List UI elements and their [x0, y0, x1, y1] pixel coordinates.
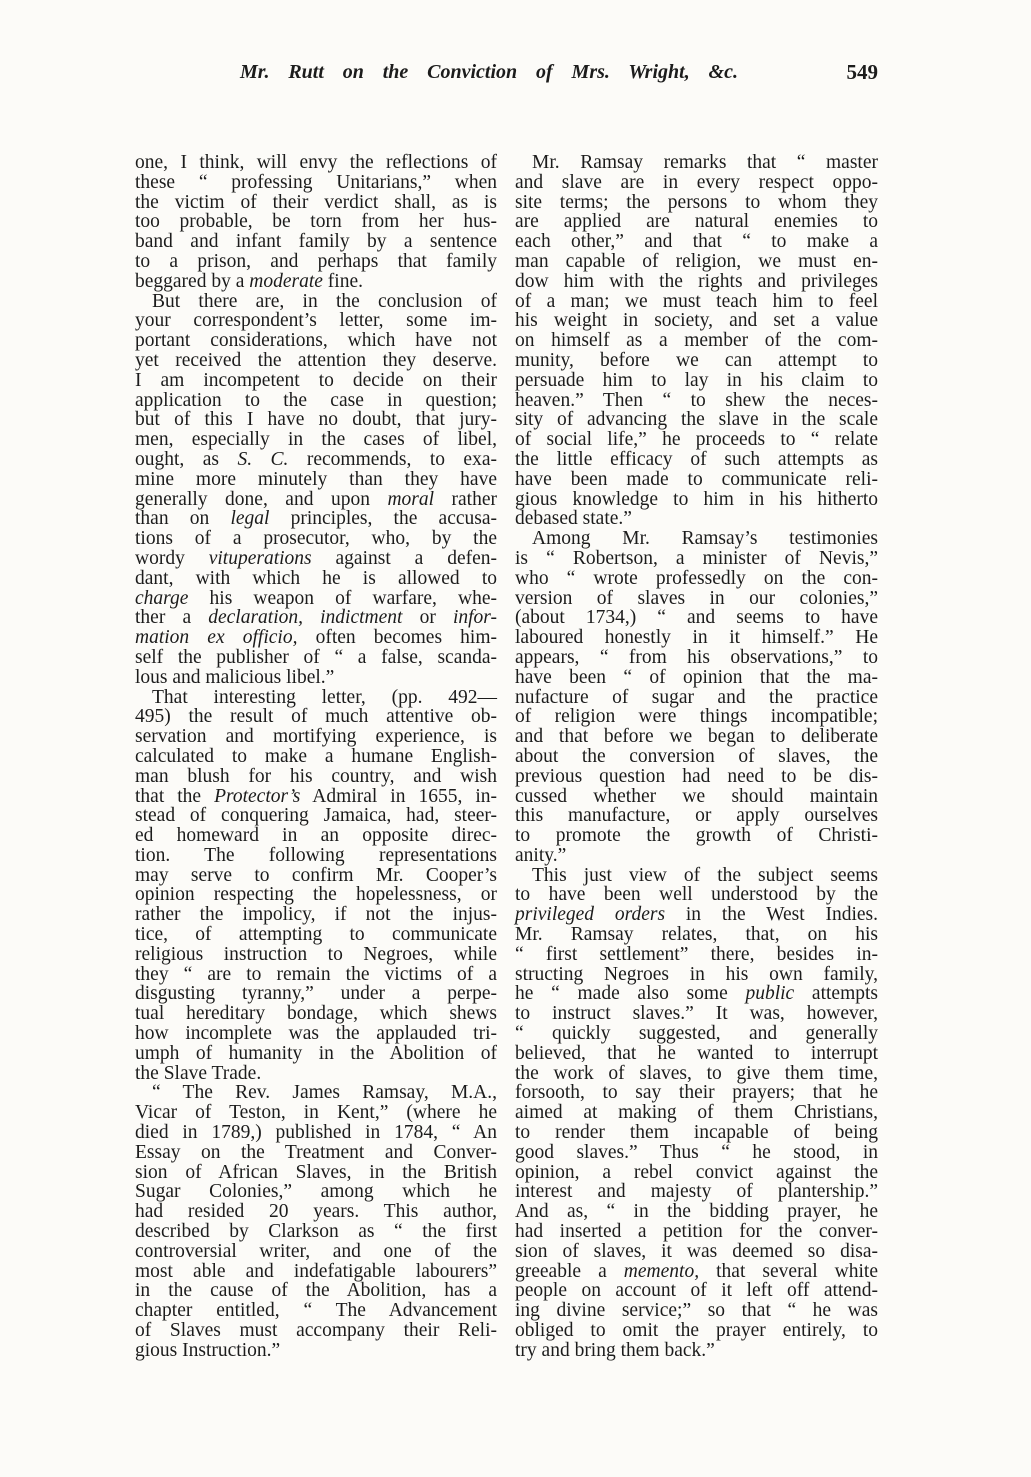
text-run: cussed whether we should maintain [515, 785, 878, 807]
text-run: tual hereditary bondage, which shews [135, 1003, 497, 1025]
text-line [515, 430, 878, 450]
text-line [515, 925, 878, 945]
text-run: to a prison, and perhaps that family [135, 250, 497, 272]
text-line [515, 1103, 878, 1123]
text-run: gious Instruction.” [135, 1339, 281, 1361]
text-run: of Slaves must accompany their Reli- [135, 1320, 497, 1342]
text-run: he “ made also some [515, 983, 746, 1005]
text-run: I am incompetent to decide on their [135, 369, 497, 391]
text-run: of a man; we must teach him to feel [515, 290, 878, 312]
text-line [515, 1083, 878, 1103]
text-run: appears, “ from his observations,” to [515, 646, 878, 668]
text-line [515, 331, 878, 351]
text-run: generally done, and upon [135, 488, 388, 510]
text-line [135, 1103, 497, 1123]
text-run: Among Mr. Ramsay’s testimonies [532, 528, 878, 550]
text-run: beggared by a [135, 270, 250, 292]
text-line [515, 747, 878, 767]
italic-text: Protector’s [214, 785, 301, 807]
text-line [135, 1123, 497, 1143]
text-run: fine. [322, 270, 363, 292]
text-run: Essay on the Treatment and Conver- [135, 1141, 497, 1163]
text-run: controversial writer, and one of the [135, 1240, 497, 1262]
text-run: to have been well understood by the [515, 884, 878, 906]
text-line [135, 806, 497, 826]
text-run: or [402, 607, 453, 629]
running-title: Mr. Rutt on the Conviction of Mrs. Wright, &c. [240, 61, 738, 83]
text-line [515, 153, 878, 173]
text-line [135, 292, 497, 312]
text-run: gious knowledge to him in his hitherto [515, 488, 878, 510]
text-run: umph of humanity in the Abolition of [135, 1042, 497, 1064]
text-run: munity, before we can attempt to [515, 349, 878, 371]
italic-text: mation ex officio, [135, 627, 298, 649]
text-line [135, 391, 497, 411]
text-line [515, 450, 878, 470]
text-run: version of slaves in our colonies,” [515, 587, 878, 609]
text-line [135, 549, 497, 569]
text-run: opinion, a rebel convict against the [515, 1161, 878, 1183]
text-run: tions of a prosecutor, who, by the [135, 528, 497, 550]
running-header [135, 58, 878, 86]
text-run: had inserted a petition for the conver- [515, 1221, 878, 1243]
text-line [515, 1024, 878, 1044]
text-run: about the conversion of slaves, the [515, 745, 878, 767]
text-line [135, 1202, 497, 1222]
text-run: recommends, to exa- [288, 448, 497, 470]
text-line [515, 866, 878, 886]
text-line [515, 1262, 878, 1282]
text-run: man blush for his country, and wish [135, 765, 497, 787]
text-line [515, 292, 878, 312]
text-line [135, 648, 497, 668]
text-line [135, 688, 497, 708]
text-line [135, 212, 497, 232]
text-run: in the West Indies. [665, 904, 878, 926]
text-run: Sugar Colonies,” among which he [135, 1181, 497, 1203]
text-run: debased state.” [515, 508, 632, 530]
text-line [515, 787, 878, 807]
paragraph [135, 688, 497, 1084]
text-run: of religion were things incompatible; [515, 706, 878, 728]
paragraph [135, 292, 497, 688]
text-run: “ first settlement” there, besides in- [515, 943, 878, 965]
text-line [135, 1083, 497, 1103]
text-run: mine more minutely than they have [135, 468, 497, 490]
text-run: is “ Robertson, a minister of Nevis,” [515, 547, 878, 569]
text-run: and slave are in every respect oppo- [515, 171, 878, 193]
text-line [135, 707, 497, 727]
text-line [135, 1262, 497, 1282]
text-run: sion of slaves, it was deemed so disa- [515, 1240, 878, 1262]
text-line [135, 450, 497, 470]
text-line [515, 1004, 878, 1024]
text-run: self the publisher of “ a false, scanda- [135, 646, 497, 668]
text-run: rather the impolicy, if not the injus- [135, 904, 497, 926]
text-line [135, 331, 497, 351]
text-line [135, 1163, 497, 1183]
text-run: laboured honestly in it himself.” He [515, 627, 878, 649]
text-run: Mr. Ramsay remarks that “ master [532, 152, 878, 173]
text-line [135, 430, 497, 450]
italic-text: public [745, 983, 795, 1005]
text-line [515, 232, 878, 252]
text-line [515, 529, 878, 549]
italic-text: moderate [249, 270, 323, 292]
text-line [515, 727, 878, 747]
text-run: man capable of religion, we must en- [515, 250, 878, 272]
text-run: have been made to communicate reli- [515, 468, 878, 490]
text-run: heaven.” Then “ to shew the neces- [515, 389, 878, 411]
text-line [135, 232, 497, 252]
text-run: to instruct slaves.” It was, however, [515, 1003, 878, 1025]
text-run: greeable a [515, 1260, 624, 1282]
paragraph [515, 153, 878, 529]
text-run: tice, of attempting to communicate [135, 924, 497, 946]
text-run: band and infant family by a sentence [135, 231, 497, 253]
text-run: yet received the attention they deserve. [135, 349, 497, 371]
text-line [135, 1044, 497, 1064]
text-line [135, 1143, 497, 1163]
text-run: stead of conquering Jamaica, had, steer- [135, 805, 497, 827]
text-line [135, 1182, 497, 1202]
text-run: that several white [699, 1260, 879, 1282]
text-line [135, 272, 497, 292]
italic-text: charge [135, 587, 189, 609]
paragraph [515, 529, 878, 866]
text-run: sity of advancing the slave in the scale [515, 409, 878, 431]
text-line [135, 965, 497, 985]
text-run: the Slave Trade. [135, 1062, 262, 1084]
text-line [135, 1341, 497, 1361]
text-line [515, 1064, 878, 1084]
text-run: his weight in society, and set a value [515, 310, 878, 332]
text-run: lous and malicious libel.” [135, 666, 335, 688]
text-line [135, 787, 497, 807]
text-run: servation and mortifying experience, is [135, 726, 497, 748]
text-run: And as, “ in the bidding prayer, he [515, 1201, 878, 1223]
text-run: structing Negroes in his own family, [515, 963, 878, 985]
text-line [515, 628, 878, 648]
italic-text: privileged orders [515, 904, 666, 926]
text-line [515, 1182, 878, 1202]
text-run: “ quickly suggested, and generally [515, 1023, 878, 1045]
text-column-left [135, 153, 497, 1361]
text-run: Vicar of Teston, in Kent,” (where he [135, 1102, 497, 1124]
text-line [515, 608, 878, 628]
text-line [515, 1301, 878, 1321]
text-line [515, 371, 878, 391]
text-run: dow him with the rights and privileges [515, 270, 878, 292]
text-line [135, 628, 497, 648]
text-line [515, 965, 878, 985]
text-line [135, 747, 497, 767]
text-run: against a defen- [311, 547, 497, 569]
text-line [515, 1321, 878, 1341]
text-run: than on [135, 508, 231, 530]
text-line [135, 589, 497, 609]
text-line [135, 1064, 497, 1084]
text-line [515, 549, 878, 569]
paragraph [515, 866, 878, 1361]
text-line [515, 173, 878, 193]
text-run: (about 1734,) “ and seems to have [515, 607, 878, 629]
text-line [515, 351, 878, 371]
text-run: these “ professing Unitarians,” when [135, 171, 497, 193]
text-line [135, 193, 497, 213]
text-run: dant, with which he is allowed to [135, 567, 497, 589]
text-run: try and bring them back.” [515, 1339, 715, 1361]
text-run: Admiral in 1655, in- [300, 785, 497, 807]
text-line [515, 905, 878, 925]
italic-text: legal [230, 508, 270, 530]
text-line [135, 767, 497, 787]
text-run: they “ are to remain the victims of a [135, 963, 497, 985]
text-run: “ The Rev. James Ramsay, M.A., [152, 1082, 497, 1104]
text-line [135, 509, 497, 529]
text-run: previous question had need to be dis- [515, 765, 878, 787]
text-run: but of this I have no doubt, that jury- [135, 409, 497, 431]
text-line [135, 826, 497, 846]
text-line [515, 569, 878, 589]
italic-text: memento, [623, 1260, 700, 1282]
text-line [135, 569, 497, 589]
text-run: people on account of it left off attend- [515, 1280, 878, 1302]
text-line [135, 1242, 497, 1262]
text-line [135, 885, 497, 905]
text-run: may serve to confirm Mr. Cooper’s [135, 864, 497, 886]
text-line [515, 272, 878, 292]
text-line [515, 846, 878, 866]
text-run: your correspondent’s letter, some im- [135, 310, 497, 332]
text-line [135, 905, 497, 925]
text-line [135, 866, 497, 886]
text-line [515, 1222, 878, 1242]
text-line [135, 1024, 497, 1044]
italic-text: vituperations [208, 547, 312, 569]
text-line [135, 252, 497, 272]
text-run: chapter entitled, “ The Advancement [135, 1300, 497, 1322]
text-column-right [515, 153, 878, 1361]
text-run: portant considerations, which have not [135, 330, 497, 352]
text-line [515, 767, 878, 787]
text-run: This just view of the subject seems [532, 864, 878, 886]
text-line [515, 826, 878, 846]
text-run: 495) the result of much attentive ob- [135, 706, 497, 728]
text-run: application to the case in question; [135, 389, 497, 411]
text-run: tion. The following representations [135, 844, 497, 866]
text-run: That interesting letter, (pp. 492— [152, 686, 497, 708]
paragraph [135, 1083, 497, 1360]
text-run: disgusting tyranny,” under a perpe- [135, 983, 497, 1005]
text-run: in the cause of the Abolition, has a [135, 1280, 497, 1302]
text-line [515, 1202, 878, 1222]
text-run: wordy [135, 547, 209, 569]
text-run: Mr. Ramsay relates, that, on his [515, 924, 878, 946]
text-line [515, 707, 878, 727]
text-run: opinion respecting the hopelessness, or [135, 884, 497, 906]
text-line [515, 212, 878, 232]
italic-text: moral [387, 488, 435, 510]
text-run: how incomplete was the applauded tri- [135, 1023, 497, 1045]
text-run: died in 1789,) published in 1784, “ An [135, 1122, 497, 1144]
text-line [515, 1341, 878, 1361]
text-run: ther a [135, 607, 209, 629]
text-run: the work of slaves, to give them time, [515, 1062, 878, 1084]
text-line [135, 608, 497, 628]
text-run: often becomes him- [297, 627, 497, 649]
page-number: 549 [846, 60, 878, 84]
text-line [135, 1004, 497, 1024]
text-line [515, 806, 878, 826]
text-line [515, 490, 878, 510]
text-line [135, 470, 497, 490]
text-run: site terms; the persons to whom they [515, 191, 878, 213]
text-run: believed, that he wanted to interrupt [515, 1042, 878, 1064]
text-line [515, 410, 878, 430]
text-line [515, 391, 878, 411]
text-line [515, 688, 878, 708]
text-line [515, 311, 878, 331]
text-line [135, 410, 497, 430]
text-line [515, 984, 878, 1004]
italic-text: infor- [452, 607, 497, 629]
text-line [515, 252, 878, 272]
text-line [135, 1301, 497, 1321]
text-run: good slaves.” Thus “ he stood, in [515, 1141, 878, 1163]
text-run: ing divine service;” so that “ he was [515, 1300, 878, 1322]
text-run: one, I think, will envy the reflections of [135, 152, 497, 173]
text-line [135, 529, 497, 549]
text-run: aimed at making of them Christians, [515, 1102, 878, 1124]
text-line [135, 1222, 497, 1242]
text-run: that the [135, 785, 215, 807]
text-run: forsooth, to say their prayers; that he [515, 1082, 878, 1104]
text-line [515, 1163, 878, 1183]
text-line [515, 1143, 878, 1163]
text-run: too probable, be torn from her hus- [135, 211, 497, 233]
text-run: his weapon of warfare, whe- [188, 587, 497, 609]
text-line [135, 1281, 497, 1301]
text-line [515, 668, 878, 688]
text-run: rather [434, 488, 498, 510]
text-line [515, 470, 878, 490]
text-run: who “ wrote professedly on the con- [515, 567, 878, 589]
text-line [135, 727, 497, 747]
text-run: men, especially in the cases of libel, [135, 429, 497, 451]
text-line [135, 490, 497, 510]
text-run: calculated to make a humane English- [135, 745, 497, 767]
text-line [135, 846, 497, 866]
text-line [135, 668, 497, 688]
text-run: to render them incapable of being [515, 1122, 878, 1144]
text-run: attempts [794, 983, 878, 1005]
italic-text: declaration, indictment [208, 607, 403, 629]
text-line [135, 371, 497, 391]
text-run: ed homeward in an opposite direc- [135, 825, 497, 847]
text-line [135, 1321, 497, 1341]
text-run: described by Clarkson as “ the first [135, 1221, 497, 1243]
text-line [135, 351, 497, 371]
text-line [515, 193, 878, 213]
text-run: nufacture of sugar and the practice [515, 686, 878, 708]
text-line [515, 945, 878, 965]
text-line [135, 173, 497, 193]
text-line [515, 648, 878, 668]
text-line [135, 984, 497, 1004]
text-run: obliged to omit the prayer entirely, to [515, 1320, 878, 1342]
text-run: But there are, in the conclusion of [152, 290, 497, 312]
text-run: the victim of their verdict shall, as is [135, 191, 497, 213]
text-run: each other,” and that “ to make a [515, 231, 878, 253]
text-run: to promote the growth of Christi- [515, 825, 878, 847]
text-run: ought, as [135, 448, 238, 470]
text-run: anity.” [515, 844, 567, 866]
text-line [135, 945, 497, 965]
text-run: persuade him to lay in his claim to [515, 369, 878, 391]
text-run: principles, the accusa- [269, 508, 498, 530]
text-line [515, 509, 878, 529]
paragraph [135, 153, 497, 292]
text-run: had resided 20 years. This author, [135, 1201, 497, 1223]
text-line [515, 589, 878, 609]
text-run: interest and majesty of plantership.” [515, 1181, 878, 1203]
text-line [515, 1044, 878, 1064]
text-line [135, 925, 497, 945]
text-line [135, 153, 497, 173]
italic-text: S. C. [237, 448, 289, 470]
text-run: have been “ of opinion that the ma- [515, 666, 878, 688]
text-run: and that before we began to deliberate [515, 726, 878, 748]
text-run: are applied are natural enemies to [515, 211, 878, 233]
text-run: of social life,” he proceeds to “ relate [515, 429, 878, 451]
text-run: sion of African Slaves, in the British [135, 1161, 497, 1183]
text-line [135, 311, 497, 331]
text-run: religious instruction to Negroes, while [135, 943, 497, 965]
text-line [515, 1242, 878, 1262]
text-line [515, 885, 878, 905]
text-run: most able and indefatigable labourers” [135, 1260, 497, 1282]
text-run: on himself as a member of the com- [515, 330, 878, 352]
text-line [515, 1281, 878, 1301]
text-line [515, 1123, 878, 1143]
text-run: this manufacture, or apply ourselves [515, 805, 878, 827]
text-run: the little efficacy of such attempts as [515, 448, 878, 470]
